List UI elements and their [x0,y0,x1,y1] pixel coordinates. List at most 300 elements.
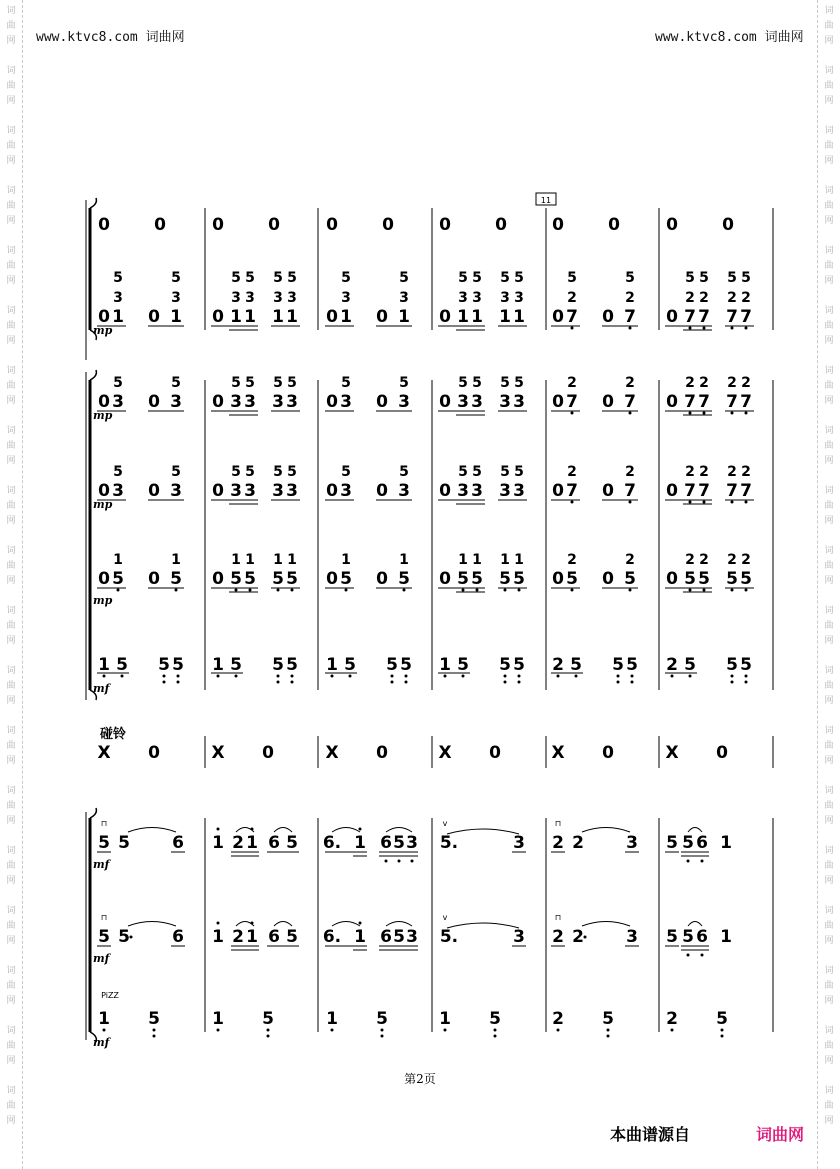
octave-dot [235,675,238,678]
note: 1 [98,655,110,675]
note: 1 [398,307,410,327]
note: 6 [268,927,280,947]
note: 5 [245,270,255,286]
note: 7 [698,392,710,412]
note: 1 [212,1009,224,1029]
watermark-text: 词 曲 网 [824,1026,834,1066]
octave-dot [462,589,465,592]
note: 5 [458,464,468,480]
note: 1 [439,655,451,675]
note: 0 [552,215,564,235]
slur [128,828,176,833]
note: 5 [98,927,110,947]
note: 5 [726,569,738,589]
note: 5 [727,270,737,286]
watermark-text: 词 曲 网 [6,546,16,586]
note: 5 [741,270,751,286]
note: 5 [612,655,624,675]
note: 5 [500,375,510,391]
note: 0 [439,481,451,501]
watermark-text: 词 曲 网 [6,66,16,106]
note: 5 [230,569,242,589]
note: 7 [740,392,752,412]
watermark-text: 词 曲 网 [6,726,16,766]
note: 1 [326,1009,338,1029]
note: 5. [439,833,459,853]
note: 1 [340,307,352,327]
note: 3 [513,481,525,501]
octave-dot [277,589,280,592]
octave-dot [631,675,634,678]
note: 3 [406,927,418,947]
note: 5 [118,833,130,853]
note: 3 [458,290,468,306]
dynamic-mark: mf [93,952,110,965]
note: 0 [608,215,620,235]
octave-dot [631,681,634,684]
note: 7 [684,481,696,501]
note: 1 [458,552,468,568]
note: 0 [376,392,388,412]
octave-dot [571,501,574,504]
watermark-text: 词 曲 网 [6,846,16,886]
note: 5 [386,655,398,675]
note: 3 [340,481,352,501]
note: 3 [245,290,255,306]
note: 0 [666,481,678,501]
note: 6 [696,833,708,853]
note: 0 [326,569,338,589]
note: 5 [287,270,297,286]
octave-dot [130,936,133,939]
header-left-site[interactable]: 词曲网 [145,30,185,45]
note: 5 [400,655,412,675]
octave-dot [671,1029,674,1032]
note: 1 [112,307,124,327]
note: 5 [273,375,283,391]
note: 5 [273,270,283,286]
note: 2 [552,655,564,675]
note: 0 [602,392,614,412]
note: 0 [666,215,678,235]
note: 1 [354,833,366,853]
octave-dot [731,327,734,330]
note: 3 [398,481,410,501]
watermark-text: 词 曲 网 [824,666,834,706]
note: 2 [727,552,737,568]
note: 6. [322,927,342,947]
octave-dot [571,412,574,415]
note: 5 [273,464,283,480]
bow-mark: ⊓ [100,913,108,922]
note: 1 [245,552,255,568]
note: 5 [244,569,256,589]
note: 5 [113,270,123,286]
note: 3 [272,392,284,412]
note: 3 [112,481,124,501]
system-bracket-hook [90,370,96,380]
octave-dot [462,675,465,678]
note: 3 [499,392,511,412]
note: 0 [326,481,338,501]
octave-dot [235,589,238,592]
note: 0 [98,481,110,501]
note: 3 [500,290,510,306]
note: 7 [566,307,578,327]
note: 0 [212,392,224,412]
watermark-text: 词 曲 网 [824,966,834,1006]
note: 0 [439,569,451,589]
percussion-hit: X [438,743,452,763]
bow-mark: ⊓ [554,913,562,922]
note: 5 [624,569,636,589]
octave-dot [617,675,620,678]
note: 5 [458,270,468,286]
slur [332,922,360,927]
octave-dot [267,1029,270,1032]
note: 5 [170,569,182,589]
octave-dot [584,936,587,939]
note: 0 [602,307,614,327]
note: 2 [567,464,577,480]
octave-dot [518,675,521,678]
note: 5 [158,655,170,675]
note: 6 [696,927,708,947]
octave-dot [177,675,180,678]
octave-dot [745,501,748,504]
note: 0 [439,307,451,327]
note: 5 [716,1009,728,1029]
note: 1 [171,552,181,568]
octave-dot [476,589,479,592]
note: 5 [698,569,710,589]
octave-dot [163,675,166,678]
note: 3 [286,392,298,412]
note: 3 [340,392,352,412]
dynamic-mark: mf [93,682,110,695]
watermark-text: 词 曲 网 [824,486,834,526]
note: 2 [572,833,584,853]
note: 1 [326,655,338,675]
note: 0 [98,307,110,327]
note: 3 [287,290,297,306]
octave-dot [103,675,106,678]
note: 1 [113,552,123,568]
note: 5 [287,464,297,480]
note: 5 [398,569,410,589]
note: 0 [552,307,564,327]
note: 5 [262,1009,274,1029]
note: 1 [244,307,256,327]
note: 5 [286,655,298,675]
watermark-text: 词 曲 网 [6,486,16,526]
note: 5 [740,569,752,589]
note: 0 [376,307,388,327]
watermark-text: 词 曲 网 [824,546,834,586]
footer-source-label: 本曲谱源自 [610,1125,691,1144]
note: 5 [499,569,511,589]
octave-dot [703,589,706,592]
octave-dot [607,1029,610,1032]
note: 0 [666,307,678,327]
octave-dot [385,860,388,863]
watermark-text: 词 曲 网 [824,246,834,286]
slur [688,828,702,833]
dynamic-mark: mp [93,498,113,511]
slur [386,828,412,833]
note: 5 [740,655,752,675]
octave-dot [721,1035,724,1038]
header-right-url[interactable]: www.ktvc8.com [655,30,757,45]
watermark-text: 词 曲 网 [824,606,834,646]
note: 5 [489,1009,501,1029]
note: 3 [273,290,283,306]
octave-dot [557,675,560,678]
note: 0 [376,743,388,763]
note: 7 [698,481,710,501]
octave-dot [687,954,690,957]
note: 5 [514,375,524,391]
note: 0 [262,743,274,763]
note: 5 [245,375,255,391]
note: 0 [98,392,110,412]
percussion-hit: X [551,743,565,763]
note: 5 [393,833,405,853]
octave-dot [153,1029,156,1032]
octave-dot [629,589,632,592]
note: 3 [170,392,182,412]
note: 0 [376,481,388,501]
note: 5 [682,833,694,853]
note: 3 [513,833,525,853]
dynamic-mark: mp [93,324,113,337]
note: 5 [231,375,241,391]
octave-dot [518,681,521,684]
percussion-hit: X [97,743,111,763]
note: 5 [567,270,577,286]
note: 0 [148,481,160,501]
note: 0 [212,569,224,589]
slur [274,922,292,927]
octave-dot [217,1029,220,1032]
note: 5 [116,655,128,675]
system-bracket-hook [90,198,96,208]
watermark-text: 词 曲 网 [6,126,16,166]
slur [274,828,292,833]
octave-dot [494,1029,497,1032]
note: 0 [602,743,614,763]
note: 6 [172,927,184,947]
watermark-text: 词 曲 网 [824,306,834,346]
note: 1 [272,307,284,327]
octave-dot [504,589,507,592]
note: 3 [471,392,483,412]
note: 5 [499,655,511,675]
note: 3 [113,290,123,306]
octave-dot [359,922,362,925]
note: 2 [572,927,584,947]
note: 2 [727,375,737,391]
note: 3 [398,392,410,412]
note: 2 [552,927,564,947]
octave-dot [277,681,280,684]
note: 5 [500,464,510,480]
octave-dot [398,860,401,863]
note: 2 [567,552,577,568]
watermark-text: 词 曲 网 [6,786,16,826]
slur [582,828,630,833]
dynamic-mark: mf [93,1036,110,1049]
octave-dot [629,327,632,330]
note: 1 [439,1009,451,1029]
octave-dot [745,681,748,684]
octave-dot [391,675,394,678]
note: 3 [513,392,525,412]
note: 5 [148,1009,160,1029]
note: 2 [685,375,695,391]
note: 5 [118,927,130,947]
note: 5 [472,270,482,286]
octave-dot [444,675,447,678]
note: 2 [727,290,737,306]
note: 1 [399,552,409,568]
note: 5 [514,270,524,286]
note: 2 [685,290,695,306]
octave-dot [359,828,362,831]
note: 2 [552,833,564,853]
note: 5. [439,927,459,947]
note: 2 [625,552,635,568]
note: 5 [602,1009,614,1029]
note: 5 [272,569,284,589]
note: 7 [726,481,738,501]
octave-dot [575,675,578,678]
note: 1 [212,833,224,853]
note: 5 [500,270,510,286]
header-right-site[interactable]: 词曲网 [764,30,804,45]
note: 0 [552,392,564,412]
watermark-text: 词 曲 网 [824,126,834,166]
note: 0 [148,743,160,763]
octave-dot [217,675,220,678]
note: 1 [354,927,366,947]
note: 1 [499,307,511,327]
note: 0 [268,215,280,235]
note: 1 [246,833,258,853]
note: 5 [513,569,525,589]
note: 0 [148,569,160,589]
note: 3 [514,290,524,306]
watermark-text: 词 曲 网 [824,366,834,406]
note: 5 [98,833,110,853]
octave-dot [504,675,507,678]
watermark-text: 词 曲 网 [824,6,834,46]
note: 3 [457,392,469,412]
octave-dot [745,589,748,592]
note: 2 [685,464,695,480]
breath-mark: v [442,913,448,922]
note: 7 [698,307,710,327]
watermark-text: 词 曲 网 [824,426,834,466]
octave-dot [177,681,180,684]
octave-dot [267,1035,270,1038]
note: 0 [382,215,394,235]
octave-dot [117,589,120,592]
octave-dot [571,327,574,330]
octave-dot [494,1035,497,1038]
note: 0 [212,215,224,235]
octave-dot [403,589,406,592]
note: 5 [341,375,351,391]
note: 1 [341,552,351,568]
octave-dot [405,681,408,684]
note: 6 [172,833,184,853]
note: 0 [602,481,614,501]
note: 3 [472,290,482,306]
octave-dot [381,1029,384,1032]
note: 5 [113,375,123,391]
note: 1 [720,927,732,947]
note: 2 [666,655,678,675]
note: 5 [682,927,694,947]
octave-dot [217,922,220,925]
note: 2 [625,464,635,480]
note: 5 [471,569,483,589]
octave-dot [331,675,334,678]
octave-dot [701,954,704,957]
note: 3 [499,481,511,501]
note: 1 [471,307,483,327]
note: 3 [286,481,298,501]
watermark-text: 词 曲 网 [824,66,834,106]
octave-dot [175,589,178,592]
note: 0 [552,481,564,501]
note: 3 [471,481,483,501]
note: 5 [457,655,469,675]
note: 5 [399,464,409,480]
note: 7 [684,392,696,412]
octave-dot [349,675,352,678]
watermark-text: 词 曲 网 [824,1086,834,1126]
note: 1 [98,1009,110,1029]
octave-dot [405,675,408,678]
note: 5 [726,655,738,675]
footer-brand[interactable]: 词曲网 [756,1125,805,1144]
note: 3 [170,481,182,501]
note: 3 [272,481,284,501]
note: 1 [457,307,469,327]
note: 6 [380,833,392,853]
note: 5 [625,270,635,286]
note: 5 [171,375,181,391]
note: 0 [98,215,110,235]
header-left-url[interactable]: www.ktvc8.com [36,30,138,45]
note: 7 [624,307,636,327]
note: 5 [457,569,469,589]
note: 0 [154,215,166,235]
octave-dot [745,675,748,678]
note: 5 [231,270,241,286]
note: 2 [232,927,244,947]
octave-dot [291,675,294,678]
note: 7 [684,307,696,327]
note: 5 [472,464,482,480]
watermark-text: 词 曲 网 [6,966,16,1006]
octave-dot [163,681,166,684]
note: 0 [666,392,678,412]
watermark-text: 词 曲 网 [6,606,16,646]
note: 0 [148,307,160,327]
